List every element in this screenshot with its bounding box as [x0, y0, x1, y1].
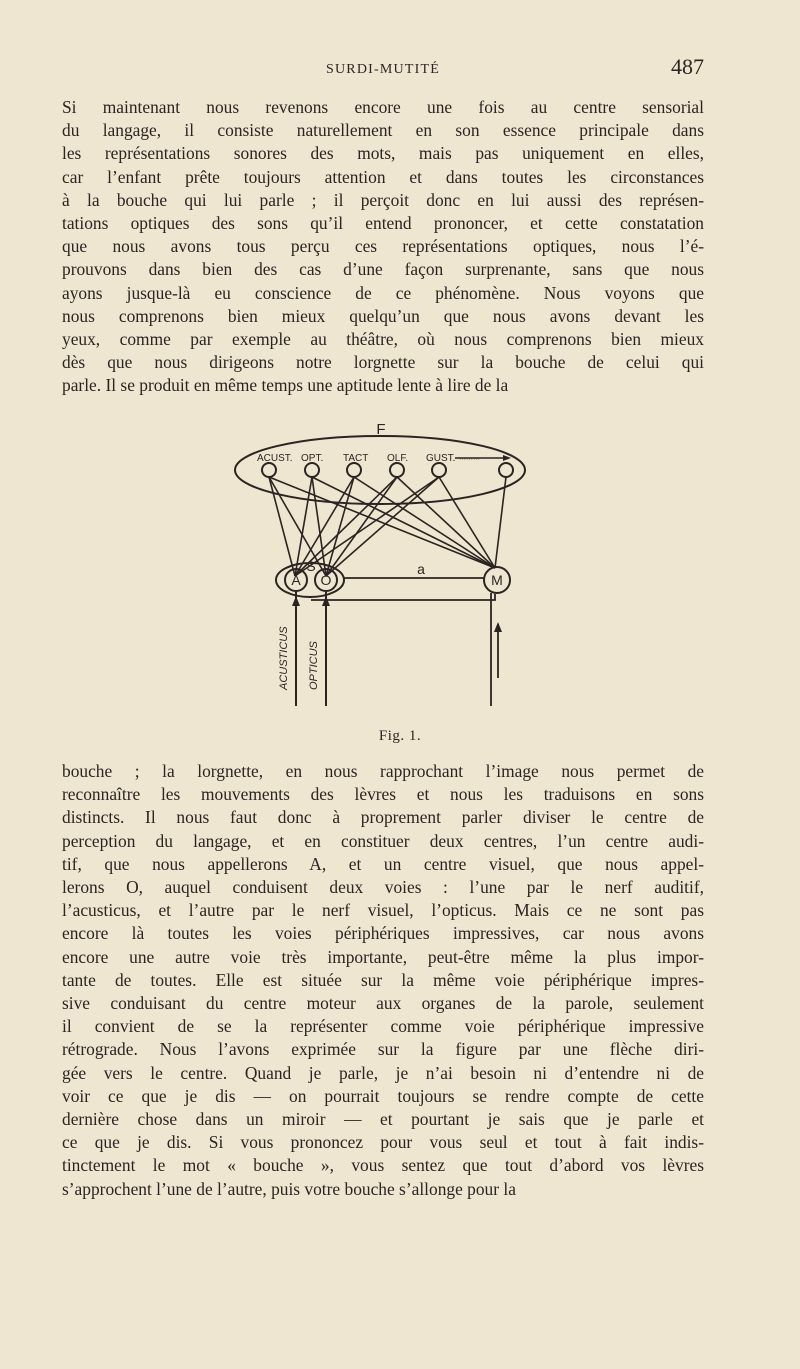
- paragraph-1: [62, 96, 704, 398]
- paragraph-2: [62, 760, 704, 1201]
- text-line: prouvons dans bien des cas d’une façon surprenante, sans que nous: [62, 259, 704, 280]
- text-line: voir ce que je dis — on pourrait toujours se rendre compte de cette: [62, 1085, 704, 1106]
- label-edge-a: a: [417, 561, 425, 577]
- text-line: lerons O, auquel conduisent deux voies : l’une par le nerf auditif,: [62, 877, 704, 898]
- opticus-arrow: [322, 596, 330, 606]
- text-line: perception du langage, et en constituer deux centres, l’un centre audi-: [62, 830, 704, 851]
- text-line: car l’enfant prête toujours attention et dans toutes les circonstances: [62, 166, 704, 187]
- label-opticus: OPTICUS: [308, 641, 320, 690]
- upper-node-acust: [262, 463, 276, 477]
- label-gust: GUST.: [426, 453, 456, 464]
- text-line: bouche ; la lorgnette, en nous rapprochant l’image nous permet de: [62, 761, 704, 781]
- upper-node-olf: [390, 463, 404, 477]
- figure-top-label: F: [376, 421, 386, 438]
- upper-node-labels: [257, 453, 480, 464]
- text-line: ce que je dis. Si vous prononcez pour vous seul et tout à fait indis-: [62, 1132, 704, 1153]
- text-line: l’acusticus, et l’autre par le nerf visuel, l’opticus. Mais ce ne sont pas: [62, 900, 704, 921]
- label-olf: OLF.: [387, 453, 409, 464]
- page-header: [62, 52, 704, 88]
- text-line: que nous avons tous perçu ces représentations optiques, nous l’é-: [62, 236, 704, 257]
- text-line: à la bouche qui lui parle ; il perçoit donc en lui aussi des représen-: [62, 189, 704, 210]
- text-line: encore là toutes les voies périphériques impressives, car nous avons: [62, 923, 704, 944]
- figure-1-diagram: [225, 418, 535, 718]
- text-line: rétrograde. Nous l’avons exprimée sur la figure par une flèche diri-: [62, 1039, 704, 1060]
- text-line: dès que nous dirigeons notre lorgnette sur la bouche de celui qui: [62, 352, 704, 373]
- text-line: il convient de se la représenter comme voie périphérique impressive: [62, 1016, 704, 1037]
- page-number: 487: [671, 54, 704, 79]
- text-line: tations optiques des sons qu’il entend prononcer, et cette constatation: [62, 213, 704, 234]
- text-line: yeux, comme par exemple au théâtre, où nous comprenons bien mieux: [62, 329, 704, 350]
- retrograde-arrow: [494, 622, 502, 632]
- crossing-fibres: [269, 477, 506, 576]
- label-acust: ACUST.: [257, 453, 293, 464]
- text-line: reconnaître les mouvements des lèvres et nous les traduisons en sons: [62, 784, 704, 805]
- text-line: tif, que nous appellerons A, et un centre visuel, que nous appel-: [62, 853, 704, 874]
- text-line: s’approchent l’une de l’autre, puis votre bouche s’allonge pour la: [62, 1178, 516, 1199]
- text-line: nous comprenons bien mieux quelqu’un que nous avons devant les: [62, 305, 704, 326]
- text-line: gée vers le centre. Quand je parle, je n’ai besoin ni d’entendre ni de: [62, 1062, 704, 1083]
- text-line: parle. Il se produit en même temps une aptitude lente à lire de la: [62, 375, 509, 396]
- text-line: tinctement le mot « bouche », vous sentez que tout d’abord vos lèvres: [62, 1155, 704, 1176]
- acusticus-arrow: [292, 596, 300, 606]
- text-line: du langage, il consiste naturellement en son essence principale dans: [62, 120, 704, 141]
- label-dots: ·········: [459, 456, 480, 463]
- label-tact: TACT: [343, 453, 369, 464]
- label-s: S: [306, 558, 316, 574]
- label-a: A: [291, 572, 301, 588]
- text-line: encore une autre voie très importante, peut-être même la plus impor-: [62, 946, 704, 967]
- upper-node-opt: [305, 463, 319, 477]
- text-line: les représentations sonores des mots, mais pas uniquement en elles,: [62, 143, 704, 164]
- upper-node-extra: [499, 463, 513, 477]
- text-line: distincts. Il nous faut donc à proprement parler diviser le centre de: [62, 807, 704, 828]
- text-line: sive conduisant du centre moteur aux organes de la parole, seulement: [62, 993, 704, 1014]
- text-line: tante de toutes. Elle est située sur la même voie périphérique impres-: [62, 969, 704, 990]
- label-o: O: [320, 572, 332, 588]
- running-title: SURDI-MUTITÉ: [326, 62, 440, 77]
- figure-svg: [225, 418, 535, 718]
- upper-node-gust: [432, 463, 446, 477]
- upper-node-tact: [347, 463, 361, 477]
- label-m: M: [491, 572, 503, 588]
- label-opt: OPT.: [301, 453, 324, 464]
- text-line: ayons jusque-là eu conscience de ce phénomène. Nous voyons que: [62, 282, 704, 303]
- label-acusticus: ACUSTICUS: [278, 626, 290, 690]
- text-line: Si maintenant nous revenons encore une fois au centre sensorial: [62, 97, 704, 117]
- text-line: dernière chose dans un miroir — et pourtant je sais que je parle et: [62, 1109, 704, 1130]
- figure-caption: Fig. 1.: [378, 728, 422, 744]
